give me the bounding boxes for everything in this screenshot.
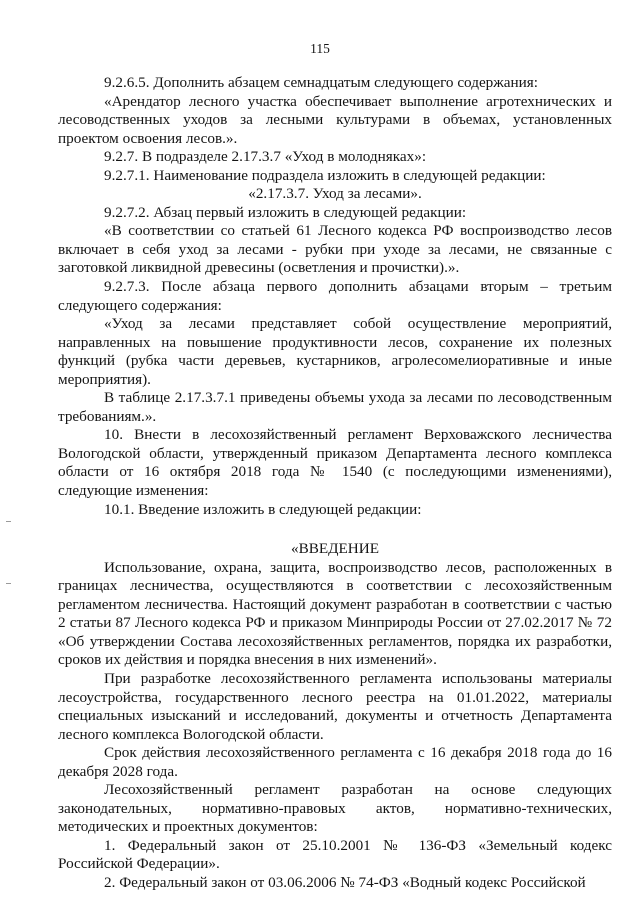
paragraph-2: «Арендатор лесного участка обеспечивает выполнение агротехнических и лесоводственных уходов за лесными культурами в объемах, установленных проектом освоения лесов.». bbox=[58, 92, 612, 147]
paragraph-5: «2.17.3.7. Уход за лесами». bbox=[248, 185, 422, 203]
paragraph-19: 2. Федеральный закон от 03.06.2006 № 74-ФЗ «Водный кодекс Российской bbox=[104, 873, 586, 891]
paragraph-15: При разработке лесохозяйственного регламента использованы материалы лесоустройства, государственного лесного реестра на 01.01.2022, материалы специальных изысканий и исследований, документы и отчетность Департамента лесного комплекса Вологодской области. bbox=[58, 669, 612, 743]
page-number: 115 bbox=[310, 41, 330, 56]
paragraph-18: 1. Федеральный закон от 25.10.2001 № 136-ФЗ «Земельный кодекс Российской Федерации». bbox=[58, 836, 612, 873]
paragraph-10: В таблице 2.17.3.7.1 приведены объемы ухода за лесами по лесоводственным требованиям.». bbox=[58, 389, 612, 425]
paragraph-16: Срок действия лесохозяйственного регламента с 16 декабря 2018 года до 16 декабря 2028 года. bbox=[58, 744, 612, 780]
paragraph-3: 9.2.7. В подразделе 2.17.3.7 «Уход в молодняках»: bbox=[104, 148, 427, 166]
margin-mark bbox=[6, 583, 11, 584]
paragraph-8: 9.2.7.3. После абзаца первого дополнить абзацами вторым – третьим следующего содержания: bbox=[58, 278, 612, 314]
paragraph-12: 10.1. Введение изложить в следующей редакции: bbox=[104, 500, 422, 518]
document-body bbox=[58, 74, 612, 893]
paragraph-9: «Уход за лесами представляет собой осуществление мероприятий, направленных на повышение продуктивности лесов, сохранение их полезных функций (рубка части деревьев, кустарников, агролесомелиоративные и иные мероприятия). bbox=[58, 315, 612, 388]
paragraph-13: «ВВЕДЕНИЕ bbox=[291, 540, 379, 558]
paragraph-7: «В соответствии со статьей 61 Лесного кодекса РФ воспроизводство лесов включает в себя уход за лесами - рубки при уходе за лесами, не связанные с заготовкой ликвидной древесины (осветления и прочистки).». bbox=[58, 222, 612, 277]
paragraph-6: 9.2.7.2. Абзац первый изложить в следующей редакции: bbox=[104, 203, 467, 221]
paragraph-1: 9.2.6.5. Дополнить абзацем семнадцатым следующего содержания: bbox=[104, 74, 538, 91]
paragraph-17: Лесохозяйственный регламент разработан на основе следующих законодательных, нормативно-правовых актов, нормативно-технических, методических и проектных документов: bbox=[58, 781, 612, 836]
paragraph-11: 10. Внести в лесохозяйственный регламент Верховажского лесничества Вологодской области, утвержденный приказом Департамента лесного комплекса области от 16 октября 2018 года № 1540 (с последующими изменениями), следующие изменения: bbox=[58, 426, 612, 500]
margin-mark bbox=[6, 521, 11, 522]
paragraph-4: 9.2.7.1. Наименование подраздела изложить в следующей редакции: bbox=[104, 166, 546, 184]
paragraph-14: Использование, охрана, защита, воспроизводство лесов, расположенных в границах лесничества, осуществляются в соответствии с лесохозяйственным регламентом лесничества. Настоящий документ разработан в соответствии с частью 2 статьи 87 Лесного кодекса РФ и приказом Минприроды России от 27.02.2017 № 72 «Об утверждении Состава лесохозяйственных регламентов, порядка их разработки, сроков их действия и порядка внесения в них изменений». bbox=[58, 558, 612, 669]
